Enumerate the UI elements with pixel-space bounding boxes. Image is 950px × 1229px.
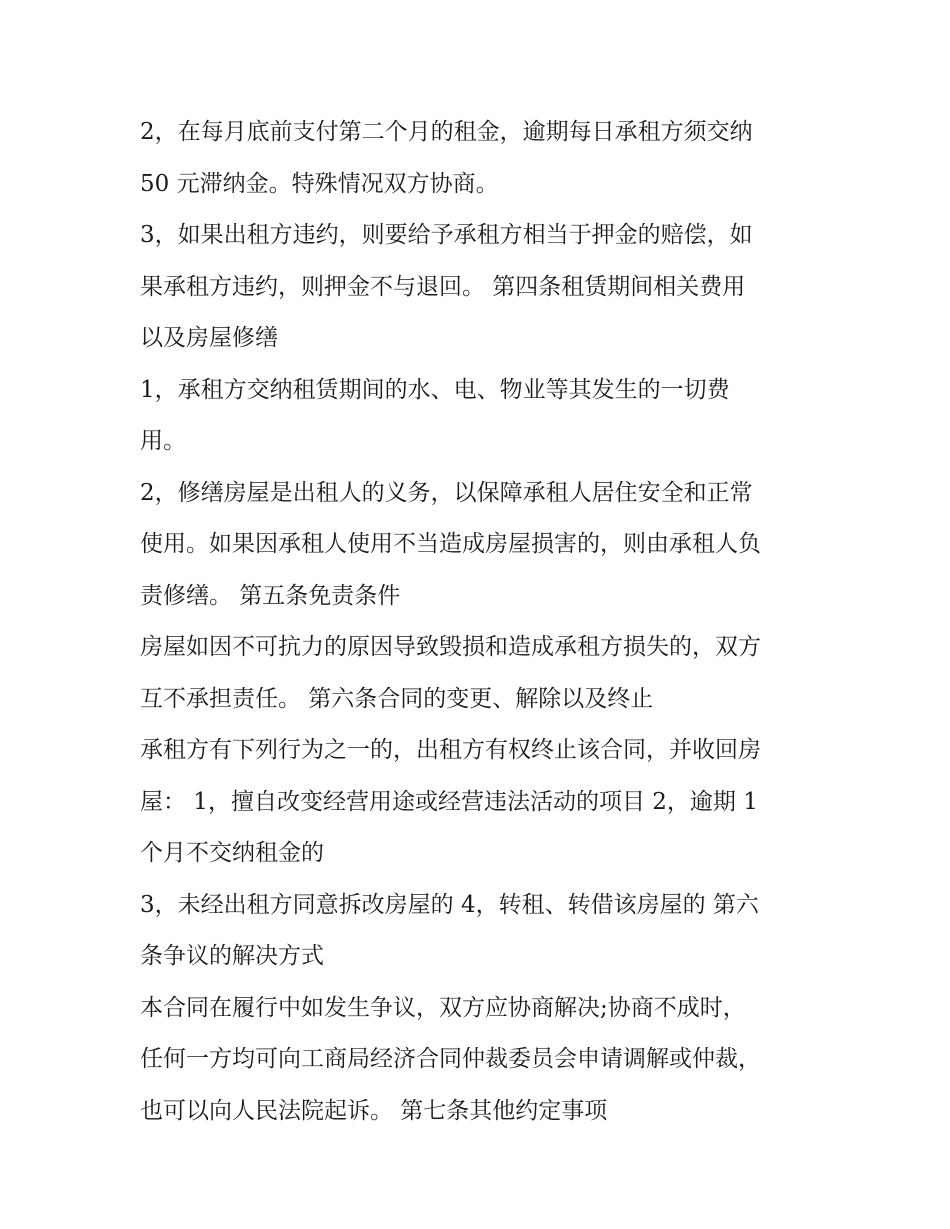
text-line: 3，如果出租方违约，则要给予承租方相当于押金的赔偿，如: [140, 222, 753, 248]
text-line: 房屋如因不可抗力的原因导致毁损和造成承租方损失的，双方: [140, 634, 761, 660]
text-line: 责修缮。 第五条免责条件: [140, 582, 401, 609]
text-line: 任何一方均可向工商局经济合同仲裁委员会申请调解或仲裁，: [140, 1046, 761, 1072]
text-line: 本合同在履行中如发生争议，双方应协商解决;协商不成时，: [140, 994, 746, 1021]
text-line: 使用。如果因承租人使用不当造成房屋损害的，则由承租人负: [140, 531, 761, 557]
text-line: 条争议的解决方式: [140, 943, 324, 969]
text-line: 个月不交纳租金的: [140, 840, 324, 866]
text-line: 互不承担责任。 第六条合同的变更、解除以及终止: [140, 685, 654, 712]
text-line: 以及房屋修缮: [140, 325, 278, 351]
text-line: 用。: [140, 428, 186, 454]
text-line: 1，承租方交纳租赁期间的水、电、物业等其发生的一切费: [140, 376, 730, 403]
text-line: 果承租方违约，则押金不与退回。 第四条租赁期间相关费用: [140, 273, 746, 300]
text-line: 也可以向人民法院起诉。 第七条其他约定事项: [140, 1097, 608, 1124]
text-line: 2，在每月底前支付第二个月的租金，逾期每日承租方须交纳: [140, 119, 753, 145]
text-line: 3，未经出租方同意拆改房屋的 4，转租、转借该房屋的 第六: [140, 891, 759, 918]
text-line: 50 元滞纳金。特殊情况双方协商。: [140, 170, 499, 197]
text-line: 承租方有下列行为之一的，出租方有权终止该合同，并收回房: [140, 737, 761, 763]
document-body: [140, 107, 830, 1137]
text-line: 屋： 1，擅自改变经营用途或经营违法活动的项目 2，逾期 1: [140, 788, 758, 815]
text-line: 2，修缮房屋是出租人的义务，以保障承租人居住安全和正常: [140, 479, 753, 506]
